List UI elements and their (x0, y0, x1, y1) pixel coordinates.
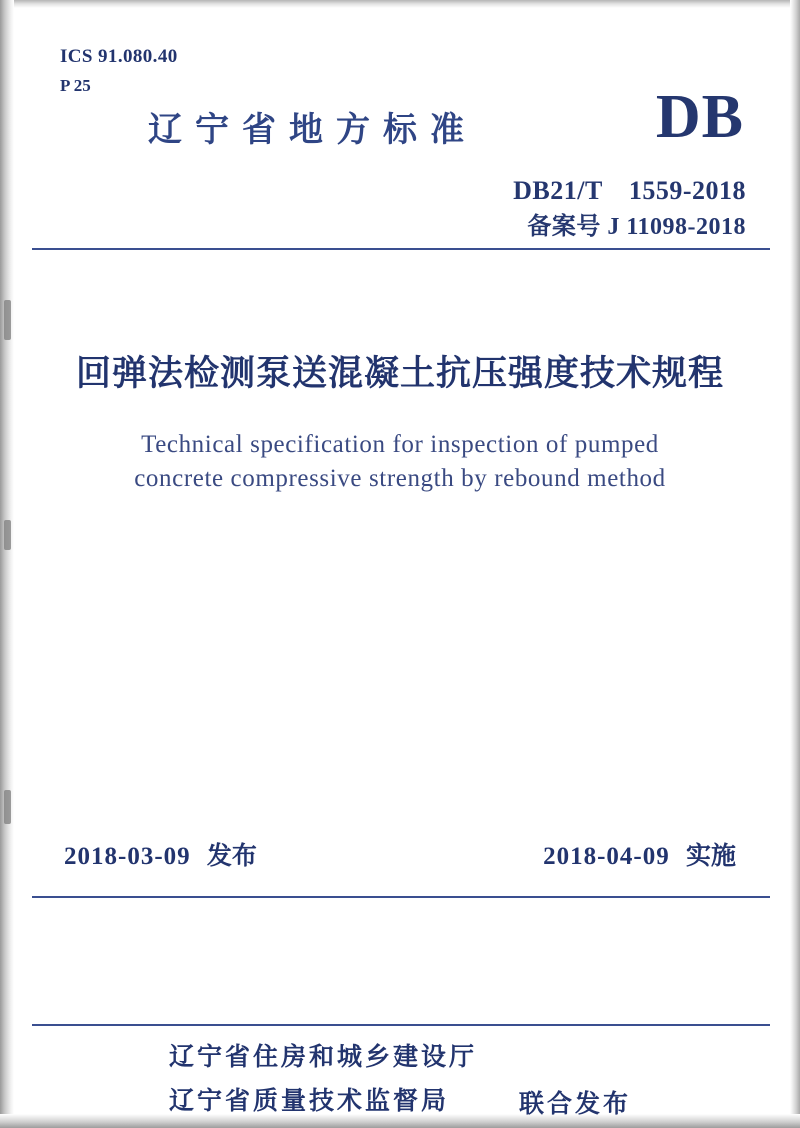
issuer-housing-dept: 辽宁省住房和城乡建设厅 (168, 1044, 477, 1071)
title-chinese: 回弹法检测泵送混凝土抗压强度技术规程 (75, 354, 724, 393)
ics-code: ICS 91.080.40 (60, 46, 178, 67)
page-edge-right (790, 0, 800, 1128)
effective-date-group (543, 836, 736, 872)
issuer-quality-bureau: 辽宁省质量技术监督局 (168, 1088, 449, 1115)
divider-top (32, 248, 770, 250)
issuer-block (26, 1036, 774, 1124)
binding-mark (4, 790, 11, 824)
db-logo: DB (655, 83, 744, 151)
effective-date: 2018-04-09 (543, 843, 670, 870)
divider-bottom (32, 1024, 770, 1026)
date-row (26, 836, 774, 872)
binding-mark (4, 520, 11, 550)
record-number: 备案号 J 11098-2018 (527, 214, 746, 240)
page-edge-left (0, 0, 14, 1128)
issuer-names (169, 1036, 477, 1124)
title-english (26, 428, 774, 496)
province-standard-heading: 辽宁省地方标准 (148, 112, 477, 149)
classification-code: P 25 (60, 76, 91, 95)
standard-number: DB21/T 1559-2018 (513, 176, 746, 205)
issue-date-group (64, 836, 257, 872)
effective-date-label: 实施 (685, 843, 736, 870)
title-english-line1: Technical specification for inspection of pumped (141, 431, 659, 458)
issue-date-label: 发布 (206, 843, 257, 870)
page-edge-top (0, 0, 800, 8)
standard-cover (26, 24, 774, 1118)
binding-mark (4, 300, 11, 340)
issue-date: 2018-03-09 (64, 843, 191, 870)
divider-middle (32, 896, 770, 898)
joint-release-label: 联合发布 (519, 1091, 632, 1118)
title-english-line2: concrete compressive strength by rebound method (134, 465, 666, 492)
